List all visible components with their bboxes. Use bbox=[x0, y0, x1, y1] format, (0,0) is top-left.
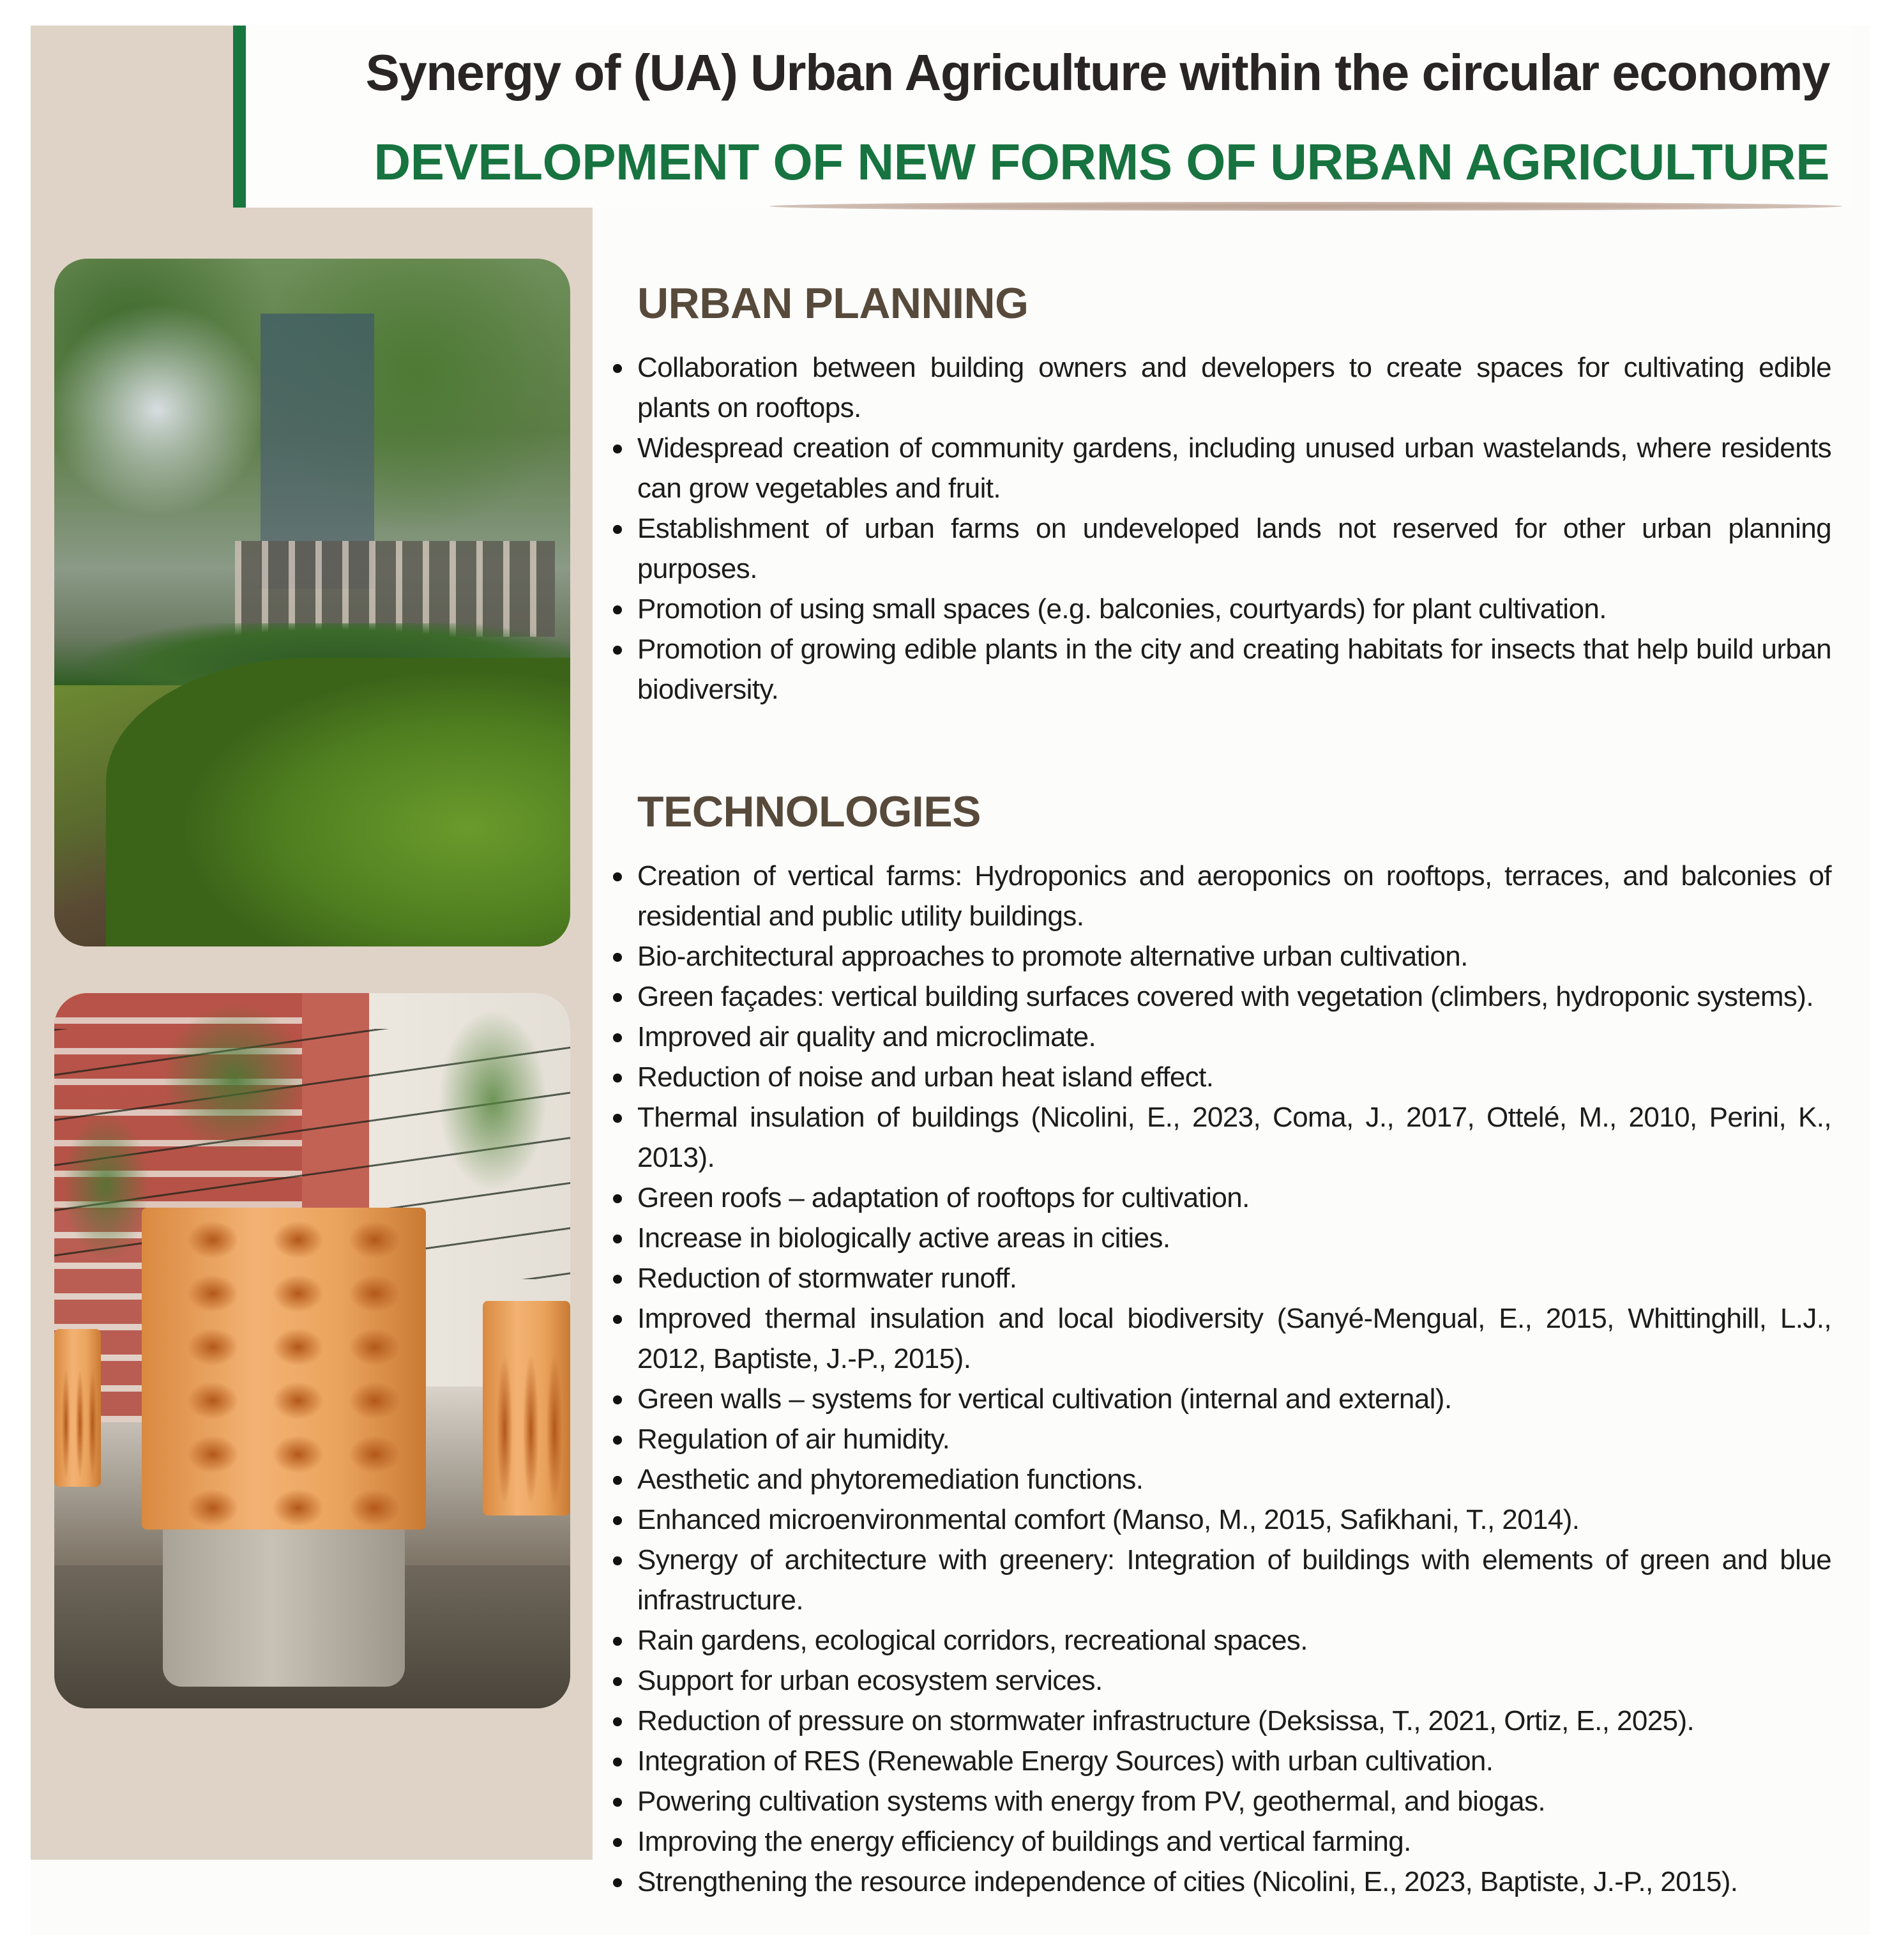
list-item: Rain gardens, ecological corridors, recreational spaces. bbox=[612, 1620, 1838, 1660]
list-item: Bio-architectural approaches to promote alternative urban cultivation. bbox=[612, 936, 1838, 976]
list-item: Creation of vertical farms: Hydroponics and aeroponics on rooftops, terraces, and balconies of residential and public utility buildings. bbox=[612, 856, 1838, 936]
main-content bbox=[612, 275, 1838, 1902]
list-item: Promotion of growing edible plants in the city and creating habitats for insects that help build urban biodiversity. bbox=[612, 629, 1838, 710]
page-subtitle: DEVELOPMENT OF NEW FORMS OF URBAN AGRICULTURE bbox=[374, 133, 1829, 190]
planter-tower-main bbox=[142, 1208, 425, 1530]
section-technologies bbox=[612, 783, 1838, 1902]
list-item: Improved air quality and microclimate. bbox=[612, 1017, 1838, 1057]
list-item: Reduction of stormwater runoff. bbox=[612, 1258, 1838, 1298]
list-item: Green roofs – adaptation of rooftops for cultivation. bbox=[612, 1178, 1838, 1218]
colonnade bbox=[235, 541, 555, 637]
section-heading: URBAN PLANNING bbox=[637, 279, 1029, 328]
bullet-list bbox=[612, 856, 1838, 1902]
list-item: Improved thermal insulation and local biodiversity (Sanyé-Mengual, E., 2015, Whittinghill, L.J., 2012, Baptiste, J.-P., 2015). bbox=[612, 1298, 1838, 1379]
section-heading: TECHNOLOGIES bbox=[637, 787, 981, 836]
planter-tower-left bbox=[54, 1329, 101, 1486]
header-divider bbox=[769, 202, 1842, 211]
list-item: Strengthening the resource independence of cities (Nicolini, E., 2023, Baptiste, J.-P., 2015). bbox=[612, 1862, 1838, 1902]
list-item: Green walls – systems for vertical cultivation (internal and external). bbox=[612, 1379, 1838, 1419]
list-item: Reduction of pressure on stormwater infrastructure (Deksissa, T., 2021, Ortiz, E., 2025). bbox=[612, 1701, 1838, 1741]
planter-tower-right bbox=[483, 1301, 570, 1516]
list-item: Powering cultivation systems with energy from PV, geothermal, and biogas. bbox=[612, 1781, 1838, 1821]
list-item: Reduction of noise and urban heat island effect. bbox=[612, 1057, 1838, 1097]
list-item: Improving the energy efficiency of buildings and vertical farming. bbox=[612, 1821, 1838, 1862]
section-urban-planning bbox=[612, 275, 1838, 710]
section-spacer bbox=[612, 710, 1838, 783]
page-title: Synergy of (UA) Urban Agriculture within the circular economy bbox=[365, 44, 1829, 101]
list-item: Widespread creation of community gardens, including unused urban wastelands, where residents can grow vegetables and fruit. bbox=[612, 428, 1838, 508]
list-item: Green façades: vertical building surfaces covered with vegetation (climbers, hydroponic systems). bbox=[612, 976, 1838, 1017]
list-item: Aesthetic and phytoremediation functions. bbox=[612, 1459, 1838, 1500]
list-item: Establishment of urban farms on undeveloped lands not reserved for other urban planning purposes. bbox=[612, 508, 1838, 589]
bullet-list bbox=[612, 347, 1838, 710]
list-item: Collaboration between building owners and developers to create spaces for cultivating edible plants on rooftops. bbox=[612, 347, 1838, 428]
list-item: Thermal insulation of buildings (Nicolini, E., 2023, Coma, J., 2017, Ottelé, M., 2010, Perini, K., 2013). bbox=[612, 1097, 1838, 1178]
vertical-planter-photo bbox=[54, 993, 570, 1708]
list-item: Regulation of air humidity. bbox=[612, 1419, 1838, 1459]
header bbox=[233, 26, 1852, 208]
list-item: Promotion of using small spaces (e.g. balconies, courtyards) for plant cultivation. bbox=[612, 589, 1838, 629]
list-item: Integration of RES (Renewable Energy Sources) with urban cultivation. bbox=[612, 1741, 1838, 1781]
planter-tower-base bbox=[163, 1530, 405, 1687]
list-item: Enhanced microenvironmental comfort (Manso, M., 2015, Safikhani, T., 2014). bbox=[612, 1500, 1838, 1540]
trimmed-hedge bbox=[106, 658, 570, 946]
list-item: Synergy of architecture with greenery: Integration of buildings with elements of green and blue infrastructure. bbox=[612, 1540, 1838, 1620]
list-item: Support for urban ecosystem services. bbox=[612, 1660, 1838, 1701]
list-item: Increase in biologically active areas in cities. bbox=[612, 1218, 1838, 1258]
urban-garden-photo bbox=[54, 259, 570, 946]
